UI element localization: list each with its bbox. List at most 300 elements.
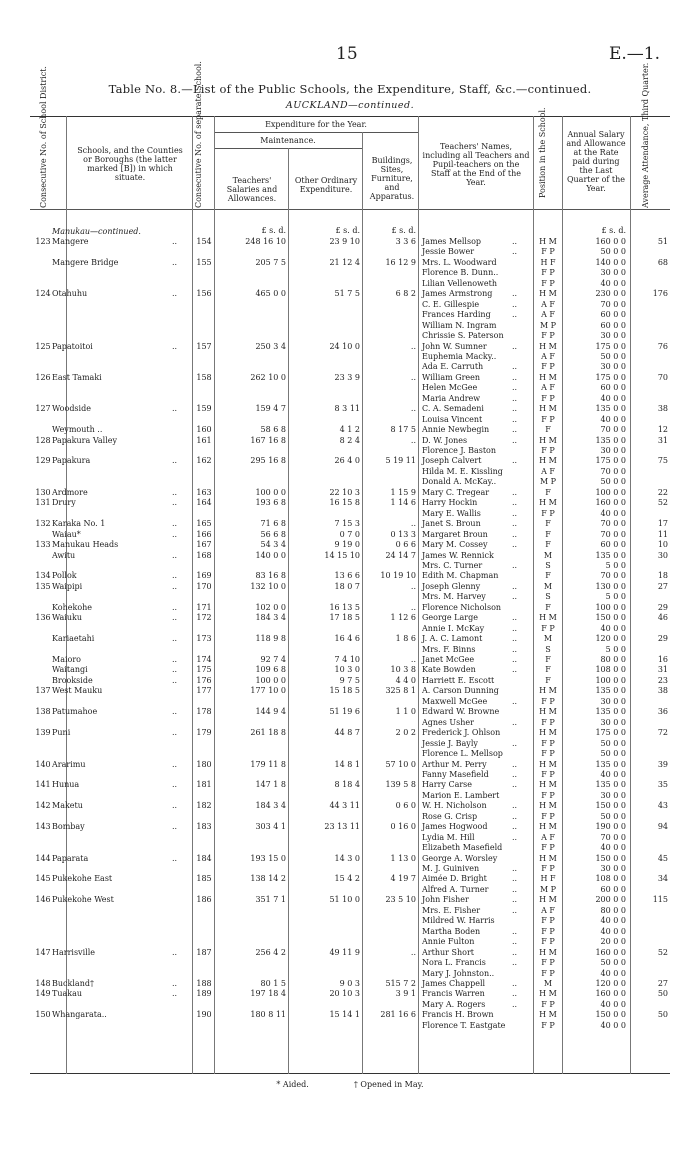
annual-salary: 40 0 0 bbox=[600, 916, 626, 926]
header-consecutive-school: Consecutive No. of separate School. bbox=[194, 61, 203, 208]
school-name: Patumahoe bbox=[52, 707, 98, 717]
annual-salary: 40 0 0 bbox=[600, 999, 626, 1009]
teacher-name: Jessie Bower bbox=[422, 247, 475, 257]
position: H M bbox=[539, 780, 557, 790]
annual-salary: 150 0 0 bbox=[595, 613, 626, 623]
teacher-dots: .. bbox=[512, 644, 518, 654]
other-expenditure: 49 11 9 bbox=[329, 947, 360, 957]
school-name: Ararimu bbox=[52, 759, 86, 769]
school-number: 176 bbox=[196, 675, 212, 685]
annual-salary: 135 0 0 bbox=[595, 759, 626, 769]
annual-salary: 230 0 0 bbox=[595, 289, 626, 299]
school-name: West Mauku bbox=[52, 686, 103, 696]
teacher-name: Lilian Vellenoweth bbox=[422, 278, 497, 288]
school-number: 177 bbox=[196, 686, 212, 696]
annual-salary: 175 0 0 bbox=[595, 456, 626, 466]
average-attendance: 31 bbox=[657, 665, 668, 675]
school-dots: .. bbox=[172, 257, 178, 267]
teacher-name: Joseph Glenny bbox=[422, 581, 481, 591]
annual-salary: 60 0 0 bbox=[600, 884, 626, 894]
school-name: Awitu bbox=[52, 550, 76, 560]
buildings-expenditure: 0 6 0 bbox=[395, 801, 416, 811]
school-number: 170 bbox=[196, 581, 212, 591]
teacher-dots: .. bbox=[512, 884, 518, 894]
teachers-salaries: 100 0 0 bbox=[255, 675, 286, 685]
other-expenditure: 16 15 8 bbox=[329, 498, 360, 508]
average-attendance: 34 bbox=[657, 874, 668, 884]
table-row bbox=[30, 728, 670, 739]
table-row bbox=[30, 477, 670, 488]
annual-salary: 70 0 0 bbox=[600, 466, 626, 476]
school-dots: .. bbox=[172, 289, 178, 299]
position: S bbox=[545, 560, 551, 570]
school-dots: .. bbox=[172, 655, 178, 664]
position: H M bbox=[539, 404, 557, 414]
teacher-name: W. H. Nicholson bbox=[422, 801, 487, 811]
annual-salary: 60 0 0 bbox=[600, 540, 626, 550]
table-row bbox=[30, 864, 670, 875]
buildings-expenditure: 0 13 3 bbox=[390, 529, 416, 539]
school-number: 158 bbox=[196, 372, 212, 382]
table-row bbox=[30, 770, 670, 781]
annual-salary: 135 0 0 bbox=[595, 435, 626, 445]
district-number: 137 bbox=[35, 686, 51, 696]
table-row bbox=[30, 958, 670, 969]
teacher-dots: .. bbox=[512, 362, 518, 372]
school-dots: .. bbox=[172, 404, 178, 414]
school-number: 186 bbox=[196, 895, 212, 905]
school-number: 169 bbox=[196, 571, 212, 581]
header-consecutive-district: Consecutive No. of School District. bbox=[39, 66, 48, 208]
teachers-salaries: 58 6 8 bbox=[260, 425, 286, 435]
teacher-dots: .. bbox=[512, 529, 518, 539]
annual-salary: 200 0 0 bbox=[595, 895, 626, 905]
annual-salary: 70 0 0 bbox=[600, 519, 626, 529]
other-expenditure: 8 18 4 bbox=[334, 780, 360, 790]
average-attendance: 50 bbox=[657, 989, 668, 999]
school-dots: .. bbox=[172, 728, 178, 738]
position: M P bbox=[539, 477, 557, 487]
school-number: 172 bbox=[196, 613, 212, 623]
position: M bbox=[543, 978, 553, 988]
teacher-name: Florence B. Dunn.. bbox=[422, 268, 499, 278]
annual-salary: 108 0 0 bbox=[595, 874, 626, 884]
annual-salary: 100 0 0 bbox=[595, 487, 626, 497]
teachers-salaries: 109 6 8 bbox=[255, 665, 286, 675]
school-name: Drury bbox=[52, 498, 76, 508]
school-dots: .. bbox=[172, 487, 178, 497]
teacher-dots: .. bbox=[512, 613, 518, 623]
teachers-salaries: 159 4 7 bbox=[255, 404, 286, 414]
table-row bbox=[30, 948, 670, 959]
teacher-name: Joseph Calvert bbox=[422, 456, 482, 466]
teacher-name: Nora L. Francis bbox=[422, 958, 486, 968]
position: M bbox=[543, 550, 553, 560]
position: F P bbox=[541, 508, 555, 518]
teacher-name: C. E. Gillespie bbox=[422, 299, 480, 309]
average-attendance: 29 bbox=[657, 634, 668, 644]
page-number: 15 bbox=[336, 44, 358, 64]
other-expenditure: 10 3 0 bbox=[334, 665, 360, 675]
average-attendance: 51 bbox=[657, 237, 668, 246]
school-dots: .. bbox=[172, 665, 178, 675]
table-row bbox=[30, 289, 670, 300]
average-attendance: 52 bbox=[657, 498, 668, 508]
other-expenditure: 51 7 5 bbox=[334, 289, 360, 299]
school-name: Mangere Bridge bbox=[52, 257, 119, 267]
buildings-expenditure: .. bbox=[410, 404, 416, 414]
school-number: 173 bbox=[196, 634, 212, 644]
teacher-name: Martha Boden bbox=[422, 926, 481, 936]
district-number: 147 bbox=[35, 947, 51, 957]
annual-salary: 20 0 0 bbox=[600, 937, 626, 947]
table-row bbox=[30, 561, 670, 572]
annual-salary: 135 0 0 bbox=[595, 707, 626, 717]
buildings-expenditure: 325 8 1 bbox=[385, 686, 416, 696]
teacher-name: Hilda M. E. Kissling bbox=[422, 466, 503, 476]
district-number: 143 bbox=[35, 822, 51, 832]
district-number: 150 bbox=[35, 1010, 51, 1020]
table-row bbox=[30, 383, 670, 394]
other-expenditure: 14 15 10 bbox=[324, 550, 360, 560]
school-dots: .. bbox=[172, 801, 178, 811]
other-expenditure: 4 1 2 bbox=[339, 425, 360, 435]
school-number: 187 bbox=[196, 947, 212, 957]
table-row bbox=[30, 739, 670, 750]
average-attendance: 27 bbox=[657, 978, 668, 988]
teacher-name: Lydia M. Hill bbox=[422, 832, 475, 842]
teacher-name: Annie Newbegin bbox=[422, 425, 490, 435]
teacher-name: Kate Bowden bbox=[422, 665, 476, 675]
table-row bbox=[30, 749, 670, 760]
school-name: Brookside bbox=[52, 675, 93, 685]
position: F P bbox=[541, 749, 555, 759]
footnote-aided: * Aided. bbox=[276, 1080, 309, 1089]
average-attendance: 115 bbox=[652, 895, 668, 905]
annual-salary: 30 0 0 bbox=[600, 696, 626, 706]
teacher-name: Euphemia Macky.. bbox=[422, 351, 497, 361]
position: F bbox=[545, 425, 551, 435]
average-attendance: 52 bbox=[657, 947, 668, 957]
table-row bbox=[30, 613, 670, 624]
teacher-dots: .. bbox=[512, 780, 518, 790]
district-number: 142 bbox=[35, 801, 51, 811]
teacher-dots: .. bbox=[512, 383, 518, 393]
other-expenditure: 44 8 7 bbox=[334, 728, 360, 738]
buildings-expenditure: 24 14 7 bbox=[385, 550, 416, 560]
annual-salary: 135 0 0 bbox=[595, 404, 626, 414]
teacher-dots: .. bbox=[512, 717, 518, 727]
other-expenditure: 23 3 9 bbox=[334, 372, 360, 382]
school-number: 167 bbox=[196, 540, 212, 550]
district-number: 146 bbox=[35, 895, 51, 905]
annual-salary: 100 0 0 bbox=[595, 602, 626, 612]
other-expenditure: 15 14 1 bbox=[329, 1010, 360, 1020]
district-number: 131 bbox=[35, 498, 51, 508]
other-expenditure: 0 7 0 bbox=[339, 529, 360, 539]
school-name: Buckland† bbox=[52, 978, 94, 988]
other-expenditure: 51 19 6 bbox=[329, 707, 360, 717]
annual-salary: 160 0 0 bbox=[595, 498, 626, 508]
position: F P bbox=[541, 268, 555, 278]
school-number: 181 bbox=[196, 780, 212, 790]
average-attendance: 43 bbox=[657, 801, 668, 811]
footnote-opened: † Opened in May. bbox=[353, 1080, 424, 1089]
school-number: 168 bbox=[196, 550, 212, 560]
school-name: Hunua bbox=[52, 780, 80, 790]
footnotes bbox=[0, 1080, 700, 1089]
position: F bbox=[545, 655, 551, 664]
table-row bbox=[30, 916, 670, 927]
table-row bbox=[30, 467, 670, 478]
position: F P bbox=[541, 968, 555, 978]
district-number: 127 bbox=[35, 404, 51, 414]
annual-salary: 175 0 0 bbox=[595, 372, 626, 382]
table-row bbox=[30, 927, 670, 938]
teacher-name: Mary C. Tregear bbox=[422, 487, 490, 497]
teacher-name: Fanny Masefield bbox=[422, 769, 489, 779]
district-number: 128 bbox=[35, 435, 51, 445]
school-dots: .. bbox=[172, 498, 178, 508]
annual-salary: 50 0 0 bbox=[600, 247, 626, 257]
position: F P bbox=[541, 393, 555, 403]
school-number: 171 bbox=[196, 602, 212, 612]
average-attendance: 38 bbox=[657, 686, 668, 696]
annual-salary: 150 0 0 bbox=[595, 853, 626, 863]
teacher-name: George Large bbox=[422, 613, 478, 623]
annual-salary: 40 0 0 bbox=[600, 843, 626, 853]
school-name: Harrisville bbox=[52, 947, 95, 957]
school-number: 189 bbox=[196, 989, 212, 999]
teacher-name: Mrs. C. Turner bbox=[422, 560, 483, 570]
teachers-salaries: 193 6 8 bbox=[255, 498, 286, 508]
annual-salary: 120 0 0 bbox=[595, 634, 626, 644]
annual-salary: 70 0 0 bbox=[600, 832, 626, 842]
buildings-expenditure: 6 8 2 bbox=[395, 289, 416, 299]
buildings-expenditure: 10 19 10 bbox=[380, 571, 416, 581]
average-attendance: 10 bbox=[657, 540, 668, 550]
position: A F bbox=[541, 351, 555, 361]
header-annual-salary: Annual Salary and Allowance at the Rate paid during the Last Quarter of the Year. bbox=[566, 130, 626, 193]
average-attendance: 70 bbox=[657, 372, 668, 382]
teacher-name: William Green bbox=[422, 372, 481, 382]
annual-salary: 50 0 0 bbox=[600, 351, 626, 361]
table-row bbox=[30, 592, 670, 603]
school-name: Ardmore bbox=[52, 487, 88, 497]
other-expenditure: 16 13 5 bbox=[329, 602, 360, 612]
buildings-expenditure: .. bbox=[410, 655, 416, 664]
teachers-salaries: 140 0 0 bbox=[255, 550, 286, 560]
header-teachers-names: Teachers' Names, including all Teachers and Pupil-teachers on the Staff at the End of the Year. bbox=[422, 142, 530, 187]
position: F P bbox=[541, 362, 555, 372]
position: A F bbox=[541, 299, 555, 309]
school-number: 185 bbox=[196, 874, 212, 884]
school-name: Waiau* bbox=[52, 529, 81, 539]
other-expenditure: 15 4 2 bbox=[334, 874, 360, 884]
table-row bbox=[30, 937, 670, 948]
buildings-expenditure: 10 3 8 bbox=[390, 665, 416, 675]
average-attendance: 31 bbox=[657, 435, 668, 445]
annual-salary: 50 0 0 bbox=[600, 738, 626, 748]
average-attendance: 17 bbox=[657, 519, 668, 529]
unit-salaries: £ s. d. bbox=[261, 226, 286, 235]
other-expenditure: 24 10 0 bbox=[329, 341, 360, 351]
teacher-dots: .. bbox=[512, 341, 518, 351]
table-row bbox=[30, 519, 670, 530]
school-number: 162 bbox=[196, 456, 212, 466]
other-expenditure: 44 3 11 bbox=[329, 801, 360, 811]
school-name: Kohekohe bbox=[52, 602, 93, 612]
buildings-expenditure: 515 7 2 bbox=[385, 978, 416, 988]
teacher-dots: .. bbox=[512, 759, 518, 769]
district-number: 129 bbox=[35, 456, 51, 466]
teacher-name: Donald A. McKay.. bbox=[422, 477, 497, 487]
school-dots: .. bbox=[172, 602, 178, 612]
teachers-salaries: 248 16 10 bbox=[245, 237, 286, 246]
district-number: 135 bbox=[35, 581, 51, 591]
annual-salary: 40 0 0 bbox=[600, 968, 626, 978]
average-attendance: 46 bbox=[657, 613, 668, 623]
annual-salary: 190 0 0 bbox=[595, 822, 626, 832]
annual-salary: 175 0 0 bbox=[595, 728, 626, 738]
teachers-salaries: 197 18 4 bbox=[250, 989, 286, 999]
buildings-expenditure: 3 3 6 bbox=[395, 237, 416, 246]
teacher-dots: .. bbox=[512, 947, 518, 957]
school-name: Weymouth .. bbox=[52, 425, 103, 435]
school-name: Papatoitoi bbox=[52, 341, 93, 351]
other-expenditure: 9 7 5 bbox=[339, 675, 360, 685]
average-attendance: 45 bbox=[657, 853, 668, 863]
position: F bbox=[545, 529, 551, 539]
annual-salary: 50 0 0 bbox=[600, 749, 626, 759]
buildings-expenditure: 1 1 0 bbox=[395, 707, 416, 717]
annual-salary: 108 0 0 bbox=[595, 665, 626, 675]
teacher-name: Aimée D. Bright bbox=[422, 874, 487, 884]
school-name: Waipipi bbox=[52, 581, 83, 591]
other-expenditure: 18 0 7 bbox=[334, 581, 360, 591]
school-dots: .. bbox=[172, 707, 178, 717]
school-dots: .. bbox=[172, 989, 178, 999]
position: A F bbox=[541, 466, 555, 476]
annual-salary: 30 0 0 bbox=[600, 268, 626, 278]
position: H M bbox=[539, 989, 557, 999]
annual-salary: 30 0 0 bbox=[600, 717, 626, 727]
teacher-name: Ada E. Carruth bbox=[422, 362, 484, 372]
position: F bbox=[545, 540, 551, 550]
teacher-dots: .. bbox=[512, 289, 518, 299]
teacher-dots: .. bbox=[512, 937, 518, 947]
table-row bbox=[30, 895, 670, 906]
header-position: Position in the School. bbox=[538, 107, 547, 198]
district-number: 138 bbox=[35, 707, 51, 717]
teacher-dots: .. bbox=[512, 404, 518, 414]
table-subtitle: AUCKLAND—continued. bbox=[285, 100, 415, 111]
table-row bbox=[30, 874, 670, 885]
average-attendance: 29 bbox=[657, 602, 668, 612]
teachers-salaries: 83 16 8 bbox=[255, 571, 286, 581]
teacher-name: Rose G. Crisp bbox=[422, 811, 478, 821]
buildings-expenditure: 3 9 1 bbox=[395, 989, 416, 999]
buildings-expenditure: 16 12 9 bbox=[385, 257, 416, 267]
average-attendance: 72 bbox=[657, 728, 668, 738]
position: F P bbox=[541, 864, 555, 873]
district-number: 149 bbox=[35, 989, 51, 999]
annual-salary: 150 0 0 bbox=[595, 1010, 626, 1020]
district-number: 125 bbox=[35, 341, 51, 351]
school-name: Papakura bbox=[52, 456, 91, 466]
table-row bbox=[30, 822, 670, 833]
position: A F bbox=[541, 310, 555, 320]
teacher-name: Harry Hockin bbox=[422, 498, 478, 508]
position: F P bbox=[541, 811, 555, 821]
school-name: Tuakau bbox=[52, 989, 83, 999]
teacher-name: Jessie J. Bayly bbox=[422, 738, 478, 748]
school-name: Papakura Valley bbox=[52, 435, 118, 445]
buildings-expenditure: .. bbox=[410, 435, 416, 445]
table-row bbox=[30, 603, 670, 614]
buildings-expenditure: 2 0 2 bbox=[395, 728, 416, 738]
annual-salary: 160 0 0 bbox=[595, 237, 626, 246]
teacher-dots: .. bbox=[512, 237, 518, 246]
school-name: Manukau Heads bbox=[52, 540, 119, 550]
teacher-name: Florence T. Eastgate bbox=[422, 1020, 506, 1030]
teacher-name: Florence Nicholson bbox=[422, 602, 502, 612]
district-number: 136 bbox=[35, 613, 51, 623]
annual-salary: 30 0 0 bbox=[600, 790, 626, 800]
teacher-dots: .. bbox=[512, 958, 518, 968]
teacher-name: Helen McGee bbox=[422, 383, 478, 393]
table-row bbox=[30, 676, 670, 687]
school-dots: .. bbox=[172, 613, 178, 623]
school-dots: .. bbox=[172, 529, 178, 539]
annual-salary: 135 0 0 bbox=[595, 780, 626, 790]
teacher-name: Arthur M. Perry bbox=[422, 759, 487, 769]
table-row bbox=[30, 801, 670, 812]
teacher-dots: .. bbox=[512, 822, 518, 832]
school-name: Kariaetahi bbox=[52, 634, 95, 644]
school-number: 183 bbox=[196, 822, 212, 832]
position: F P bbox=[541, 247, 555, 257]
position: F P bbox=[541, 769, 555, 779]
buildings-expenditure: 4 19 7 bbox=[390, 874, 416, 884]
school-number: 157 bbox=[196, 341, 212, 351]
position: H M bbox=[539, 759, 557, 769]
teacher-name: Frances Harding bbox=[422, 310, 491, 320]
annual-salary: 40 0 0 bbox=[600, 508, 626, 518]
other-expenditure: 14 3 0 bbox=[334, 853, 360, 863]
school-dots: .. bbox=[172, 237, 178, 246]
unit-buildings: £ s. d. bbox=[391, 226, 416, 235]
annual-salary: 5 0 0 bbox=[605, 592, 626, 602]
annual-salary: 140 0 0 bbox=[595, 257, 626, 267]
teacher-name: A. Carson Dunning bbox=[422, 686, 499, 696]
table-row bbox=[30, 446, 670, 457]
position: F P bbox=[541, 926, 555, 936]
teachers-salaries: 102 0 0 bbox=[255, 602, 286, 612]
school-dots: .. bbox=[172, 978, 178, 988]
teacher-name: Alfred A. Turner bbox=[422, 884, 489, 894]
school-name: Puni bbox=[52, 728, 71, 738]
table-row bbox=[30, 718, 670, 729]
teacher-dots: .. bbox=[512, 560, 518, 570]
district-number: 133 bbox=[35, 540, 51, 550]
annual-salary: 40 0 0 bbox=[600, 926, 626, 936]
teachers-salaries: 465 0 0 bbox=[255, 289, 286, 299]
table-row bbox=[30, 655, 670, 666]
average-attendance: 18 bbox=[657, 571, 668, 581]
teachers-salaries: 100 0 0 bbox=[255, 487, 286, 497]
teachers-salaries: 303 4 1 bbox=[255, 822, 286, 832]
